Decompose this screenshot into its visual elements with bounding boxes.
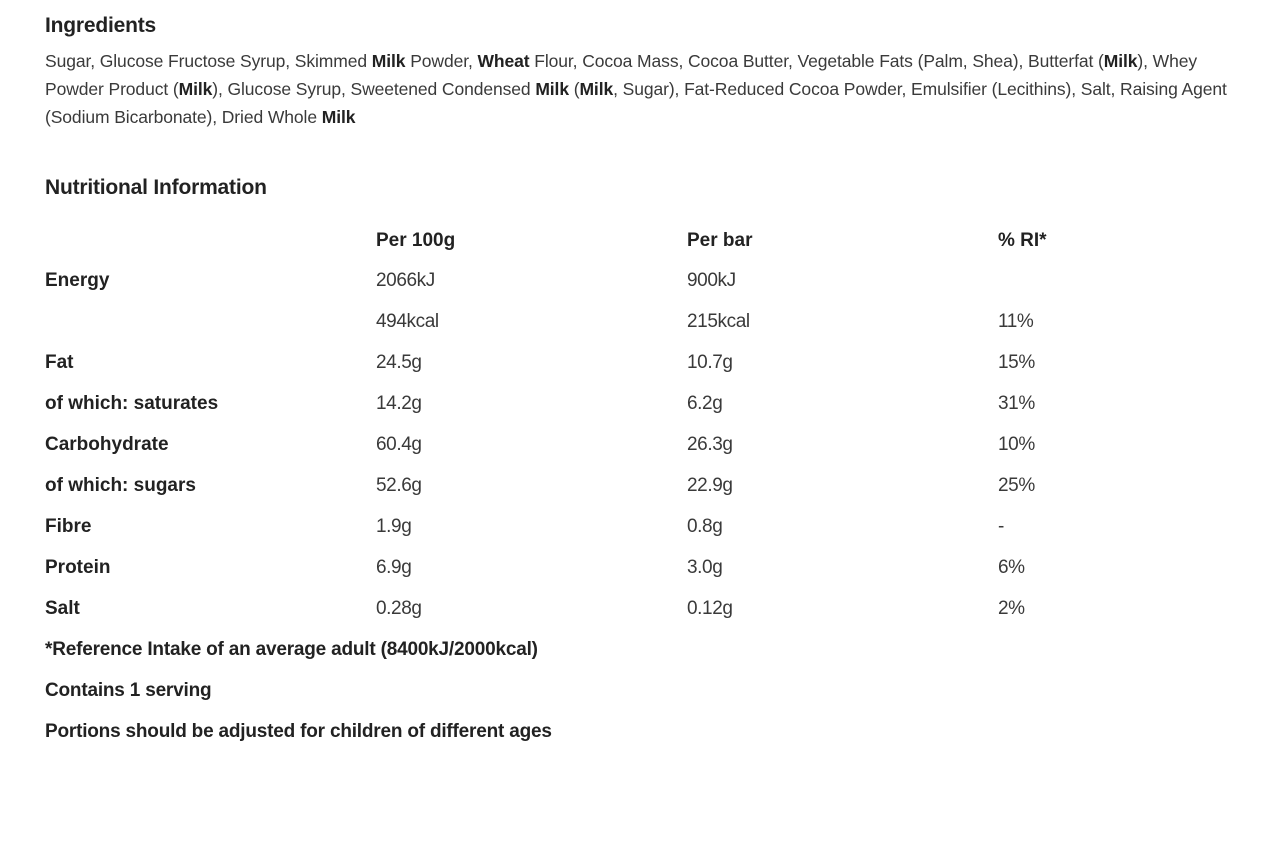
ri-value: -: [998, 515, 1004, 537]
ingredient-text-segment: Flour, Cocoa Mass, Cocoa Butter, Vegetable Fats (Palm, Shea), Butterfat (: [529, 51, 1104, 71]
ingredients-heading: Ingredients: [45, 14, 156, 37]
nutrition-heading: Nutritional Information: [45, 176, 267, 199]
per-100g-value: 14.2g: [376, 392, 422, 414]
per-100g-value: 52.6g: [376, 474, 422, 496]
per-100g-value: 494kcal: [376, 310, 439, 332]
nutrition-table: [45, 222, 1198, 629]
header-per-100g: Per 100g: [376, 230, 456, 251]
ingredient-text-segment: ), Glucose Syrup, Sweetened Condensed: [212, 79, 536, 99]
allergen-highlight: Milk: [321, 107, 356, 127]
ri-value: 31%: [998, 392, 1035, 414]
table-row: [45, 383, 1198, 424]
ri-value: [998, 260, 1198, 301]
table-row: [45, 260, 1198, 301]
allergen-highlight: Milk: [535, 79, 569, 99]
per-bar-value: 215kcal: [687, 310, 750, 332]
nutrition-note: Contains 1 serving: [45, 680, 212, 701]
table-row: [45, 301, 1198, 342]
ri-value: 11%: [998, 310, 1034, 332]
ingredients-text: [45, 47, 1255, 131]
per-100g-value: 0.28g: [376, 597, 422, 619]
per-bar-value: 26.3g: [687, 433, 733, 455]
table-row: [45, 547, 1198, 588]
nutrient-label: Energy: [45, 269, 110, 291]
table-row: [45, 506, 1198, 547]
table-row: [45, 588, 1198, 629]
nutrition-note: Portions should be adjusted for children of different ages: [45, 721, 552, 742]
allergen-highlight: Milk: [579, 79, 614, 99]
ingredient-text-segment: (: [568, 79, 580, 99]
nutrition-header-row: [45, 222, 1198, 260]
ingredient-text-segment: Sugar, Glucose Fructose Syrup, Skimmed: [45, 51, 372, 71]
ingredient-text-segment: Powder,: [405, 51, 478, 71]
per-bar-value: 3.0g: [687, 556, 723, 578]
per-bar-value: 0.12g: [687, 597, 733, 619]
ingredient-text-segment: ), Whey Powder Product (: [45, 51, 1198, 99]
nutrient-label: Protein: [45, 556, 111, 578]
nutrition-notes: [45, 629, 1255, 752]
nutrition-note: *Reference Intake of an average adult (8400kJ/2000kcal): [45, 639, 538, 660]
nutrient-label: Carbohydrate: [45, 433, 169, 455]
product-info: [45, 14, 1255, 752]
per-bar-value: 10.7g: [687, 351, 733, 373]
per-bar-value: 22.9g: [687, 474, 733, 496]
nutrient-label: of which: sugars: [45, 474, 196, 496]
header-ri: % RI*: [998, 230, 1047, 251]
allergen-highlight: Wheat: [477, 51, 530, 71]
ri-value: 15%: [998, 351, 1035, 373]
allergen-highlight: Milk: [371, 51, 406, 71]
table-row: [45, 465, 1198, 506]
table-row: [45, 342, 1198, 383]
nutrient-label: Salt: [45, 597, 80, 619]
nutrient-label: [45, 301, 376, 342]
nutrient-label: Fibre: [45, 515, 92, 537]
ri-value: 25%: [998, 474, 1035, 496]
nutrient-label: Fat: [45, 351, 74, 373]
per-100g-value: 2066kJ: [376, 269, 435, 291]
nutrient-label: of which: saturates: [45, 392, 219, 414]
allergen-highlight: Milk: [178, 79, 213, 99]
per-100g-value: 6.9g: [376, 556, 412, 578]
per-bar-value: 0.8g: [687, 515, 723, 537]
per-100g-value: 60.4g: [376, 433, 422, 455]
header-per-bar: Per bar: [687, 230, 753, 251]
ingredient-text-segment: , Sugar), Fat-Reduced Cocoa Powder, Emulsifier (Lecithins), Salt, Raising Agent (Sodium Bicarbonate), Dried Whole: [45, 79, 1227, 127]
header-nutrient: [45, 222, 376, 260]
allergen-highlight: Milk: [1103, 51, 1138, 71]
ri-value: 2%: [998, 597, 1025, 619]
table-row: [45, 424, 1198, 465]
per-bar-value: 900kJ: [687, 269, 736, 291]
nutrition-table-body: [45, 260, 1198, 629]
ri-value: 6%: [998, 556, 1025, 578]
per-100g-value: 24.5g: [376, 351, 422, 373]
ri-value: 10%: [998, 433, 1035, 455]
per-100g-value: 1.9g: [376, 515, 412, 537]
per-bar-value: 6.2g: [687, 392, 723, 414]
